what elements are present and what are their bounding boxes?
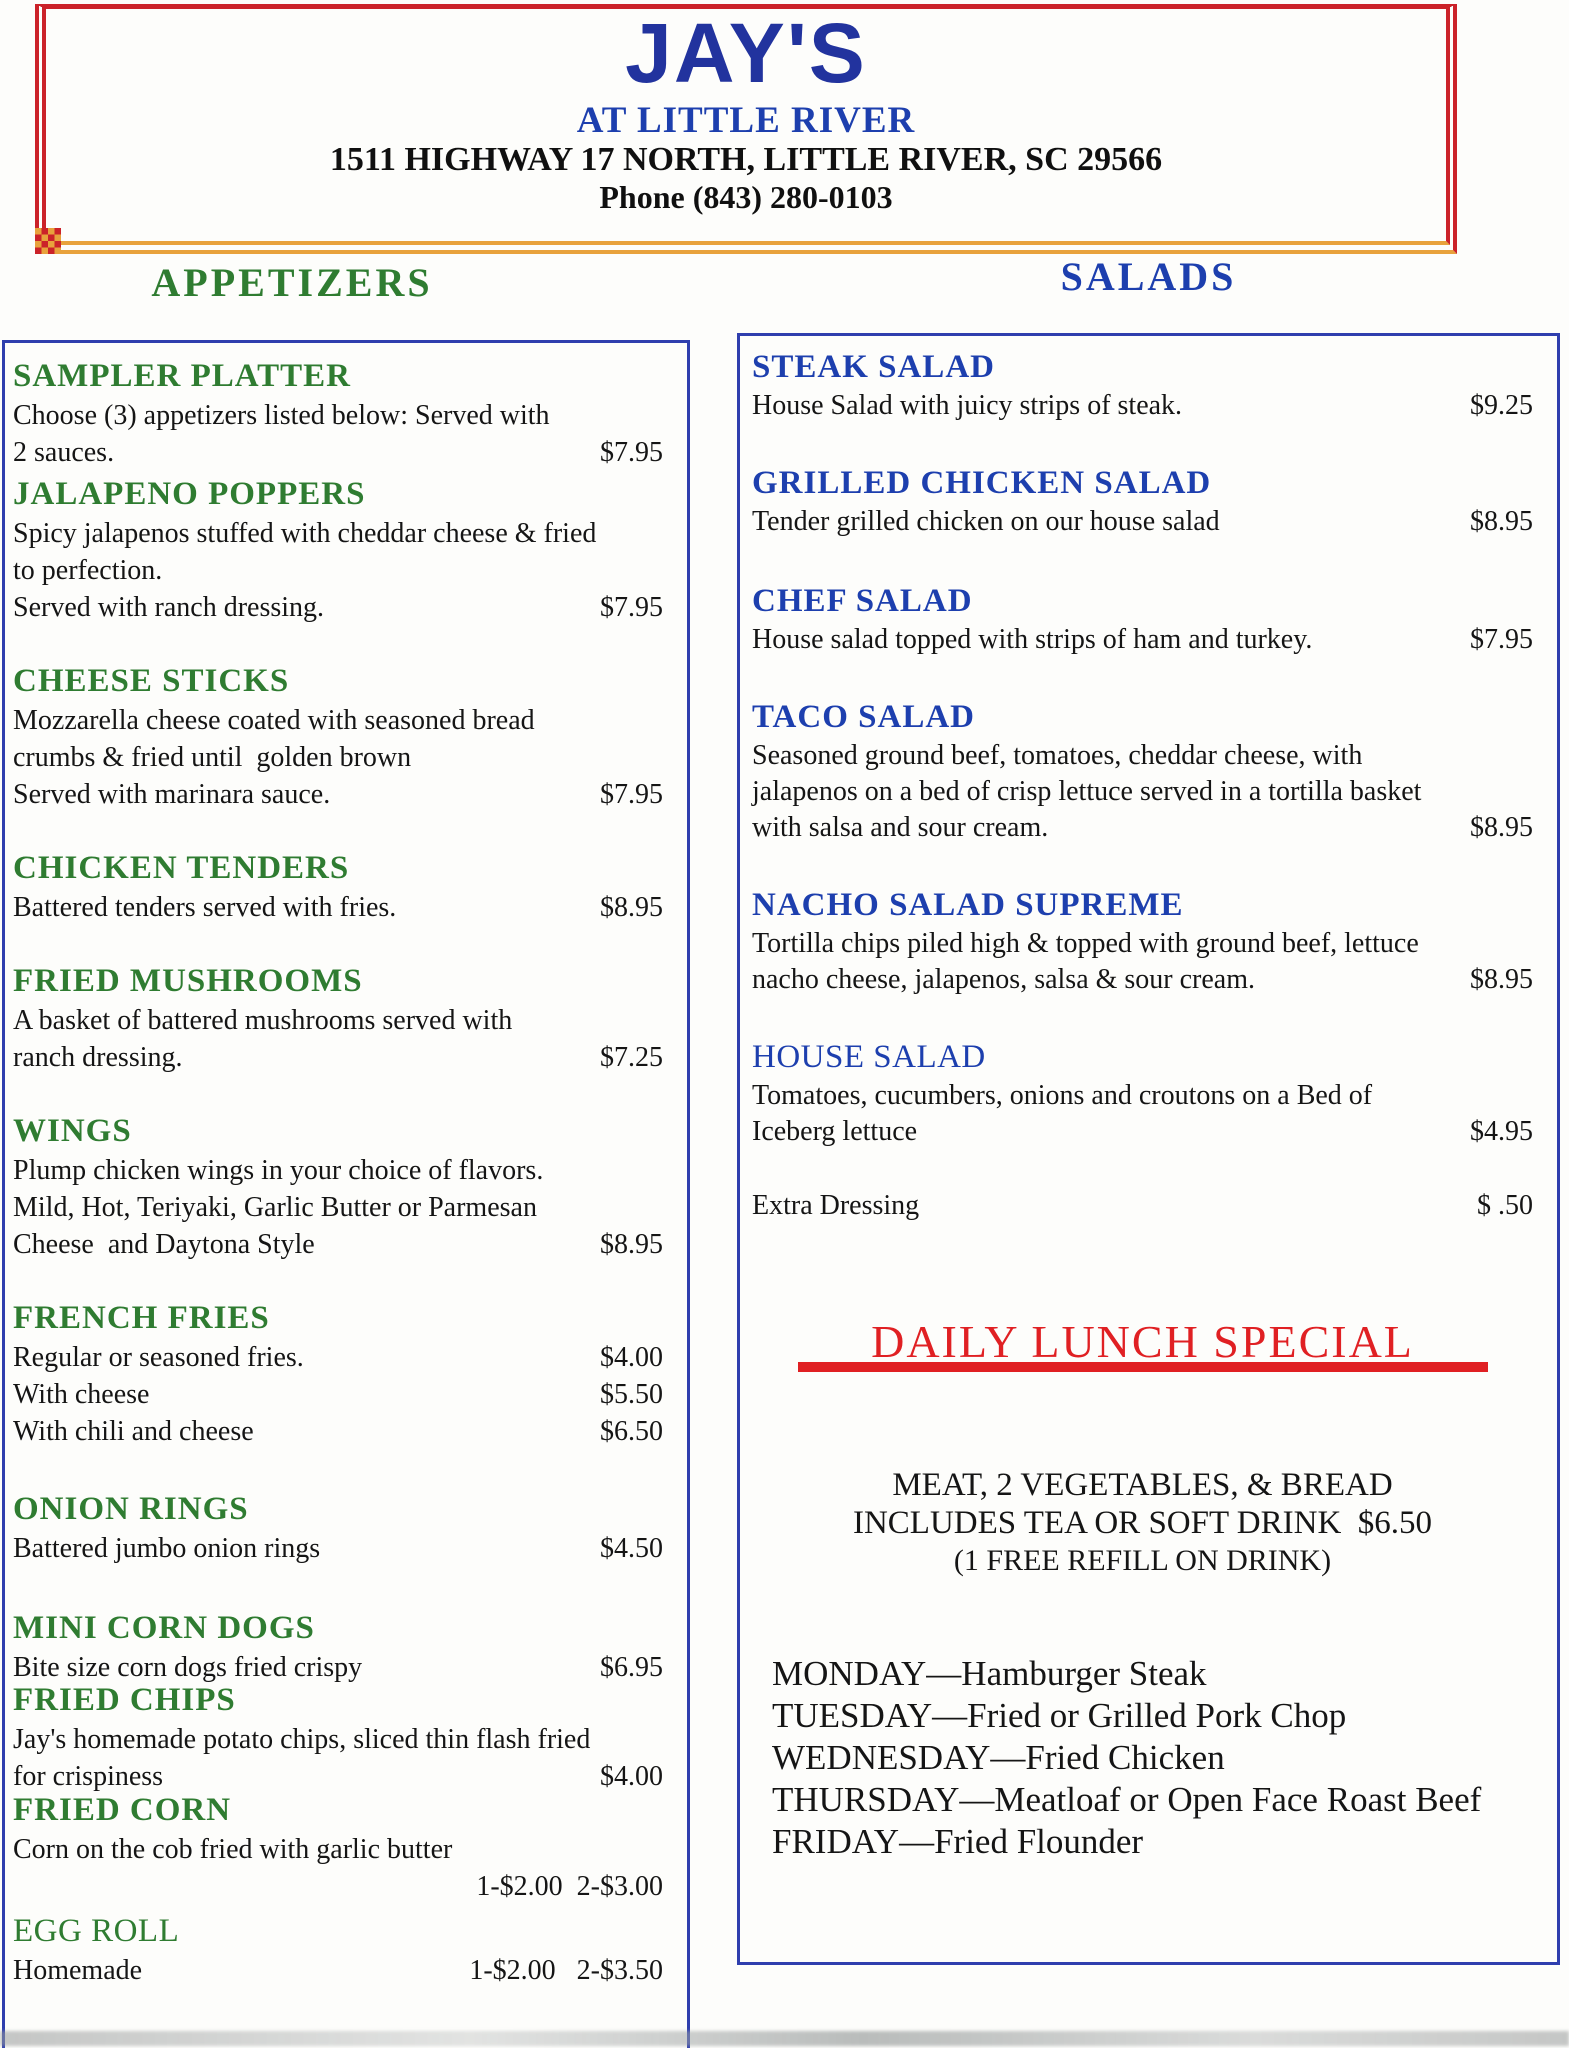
item-name: MINI CORN DOGS (13, 1610, 315, 1646)
item-line (13, 1189, 663, 1226)
item-price: $4.00 (600, 1761, 663, 1792)
item-line (13, 397, 663, 434)
item-line (13, 589, 663, 626)
item-line (13, 776, 663, 813)
restaurant-name: JAY'S (625, 6, 867, 100)
item-name: WINGS (13, 1113, 132, 1149)
item-line (752, 388, 1533, 424)
item-line (13, 1002, 663, 1039)
menu-item-house-salad (752, 1036, 1533, 1150)
item-description: Iceberg lettuce (752, 1116, 918, 1147)
item-line (13, 1039, 663, 1076)
day-special-wednesday: WEDNESDAY—Fried Chicken (772, 1738, 1225, 1777)
menu-item-onion-rings (13, 1488, 663, 1567)
item-description: for crispiness (13, 1761, 164, 1792)
item-price: $5.50 (600, 1379, 663, 1410)
item-description: With cheese (13, 1379, 150, 1410)
menu-item-chef-salad (752, 580, 1533, 658)
item-name: ONION RINGS (13, 1491, 249, 1527)
item-description: House Salad with juicy strips of steak. (752, 390, 1183, 421)
item-price: $8.95 (1470, 506, 1533, 537)
item-line (13, 889, 663, 926)
menu-item-steak-salad (752, 346, 1533, 424)
item-description: Choose (3) appetizers listed below: Served with (13, 400, 550, 431)
item-price: $7.95 (600, 592, 663, 623)
item-name: FRIED CORN (13, 1792, 232, 1828)
restaurant-subtitle: AT LITTLE RIVER (576, 100, 916, 141)
item-name: CHICKEN TENDERS (13, 850, 350, 886)
item-name: JALAPENO POPPERS (13, 476, 366, 512)
appetizers-box (2, 340, 690, 2048)
daily-special-title: DAILY LUNCH SPECIAL (871, 1316, 1414, 1367)
item-line (13, 1721, 663, 1758)
item-line (752, 1078, 1533, 1114)
item-price: $8.95 (1470, 964, 1533, 995)
item-name: TACO SALAD (752, 699, 976, 735)
menu-item-egg-roll (13, 1910, 663, 1989)
item-name: EGG ROLL (13, 1913, 180, 1949)
appetizers-heading: APPETIZERS (151, 260, 433, 305)
item-description: Homemade (13, 1955, 143, 1986)
item-description: Corn on the cob fried with garlic butter (13, 1834, 453, 1865)
item-line (13, 702, 663, 739)
item-description: Tortilla chips piled high & topped with ground beef, lettuce (752, 928, 1419, 959)
daily-special-days (752, 1653, 1533, 1863)
item-line (752, 926, 1533, 962)
menu-item-french-fries (13, 1297, 663, 1450)
item-line (13, 552, 663, 589)
daily-lunch-special (752, 1316, 1533, 1863)
scan-shadow (0, 2031, 1569, 2046)
item-price: $7.95 (600, 437, 663, 468)
item-description: House salad topped with strips of ham and turkey. (752, 624, 1313, 655)
item-description: to perfection. (13, 555, 163, 586)
item-line (13, 515, 663, 552)
item-line (752, 810, 1533, 846)
appetizers-column (2, 259, 690, 2048)
item-line (752, 622, 1533, 658)
item-description: Mild, Hot, Teriyaki, Garlic Butter or Parmesan (13, 1192, 537, 1223)
item-description: Spicy jalapenos stuffed with cheddar cheese & fried (13, 518, 597, 549)
item-line (752, 774, 1533, 810)
border-corner-ornament (35, 228, 61, 254)
menu-item-fried-chips (13, 1679, 663, 1795)
item-line (752, 1114, 1533, 1150)
item-line (752, 962, 1533, 998)
day-special-thursday: THURSDAY—Meatloaf or Open Face Roast Beef (772, 1780, 1482, 1819)
menu-item-mini-corn-dogs (13, 1607, 663, 1686)
item-name: GRILLED CHICKEN SALAD (752, 465, 1212, 501)
item-price: $7.25 (600, 1042, 663, 1073)
item-description: Bite size corn dogs fried crispy (13, 1652, 363, 1683)
item-name: FRIED MUSHROOMS (13, 963, 363, 999)
item-price: $8.95 (1470, 812, 1533, 843)
menu-item-jalapeno-poppers (13, 473, 663, 626)
item-name: SAMPLER PLATTER (13, 358, 352, 394)
item-price: 1-$2.00 2-$3.00 (476, 1871, 663, 1902)
menu-item-fried-mushrooms (13, 960, 663, 1076)
menu-item-nacho-salad-supreme (752, 884, 1533, 998)
item-description: A basket of battered mushrooms served with (13, 1005, 513, 1036)
item-description: jalapenos on a bed of crisp lettuce served in a tortilla basket (752, 776, 1422, 807)
item-description: crumbs & fried until golden brown (13, 742, 412, 773)
item-price: $7.95 (600, 779, 663, 810)
item-description: Tomatoes, cucumbers, onions and croutons on a Bed of (752, 1080, 1373, 1111)
item-description: Plump chicken wings in your choice of flavors. (13, 1155, 544, 1186)
menu-item-grilled-chicken-salad (752, 462, 1533, 540)
day-special-monday: MONDAY—Hamburger Steak (772, 1654, 1207, 1693)
salads-box (737, 333, 1560, 1965)
restaurant-phone: Phone (843) 280-0103 (599, 179, 893, 215)
menu-item-chicken-tenders (13, 847, 663, 926)
item-price: $8.95 (600, 892, 663, 923)
item-price: $4.00 (600, 1342, 663, 1373)
item-price: $4.50 (600, 1533, 663, 1564)
day-special-friday: FRIDAY—Fried Flounder (772, 1822, 1144, 1861)
item-description: Jay's homemade potato chips, sliced thin flash fried (13, 1724, 591, 1755)
salads-column (737, 253, 1560, 1965)
item-line (13, 1530, 663, 1567)
item-description: Battered jumbo onion rings (13, 1533, 321, 1564)
item-description: Served with marinara sauce. (13, 779, 331, 810)
menu-item-fried-corn (13, 1789, 663, 1905)
salads-heading: SALADS (1060, 254, 1237, 299)
restaurant-address: 1511 HIGHWAY 17 NORTH, LITTLE RIVER, SC 29566 (329, 141, 1163, 178)
item-description: Regular or seasoned fries. (13, 1342, 304, 1373)
item-description: with salsa and sour cream. (752, 812, 1049, 843)
daily-special-line: (1 FREE REFILL ON DRINK) (953, 1544, 1332, 1577)
item-name: FRIED CHIPS (13, 1682, 236, 1718)
item-price: $4.95 (1470, 1116, 1533, 1147)
item-price: $8.95 (600, 1229, 663, 1260)
item-line (13, 1413, 663, 1450)
menu-item-sampler-platter (13, 355, 663, 471)
item-line (752, 504, 1533, 540)
menu-item-cheese-sticks (13, 660, 663, 813)
item-name: NACHO SALAD SUPREME (752, 887, 1184, 923)
extra-dressing-line (752, 1188, 1533, 1224)
item-line (752, 738, 1533, 774)
item-description: With chili and cheese (13, 1416, 254, 1447)
daily-special-line: MEAT, 2 VEGETABLES, & BREAD (892, 1467, 1393, 1503)
item-line (13, 739, 663, 776)
header (35, 4, 1457, 254)
item-name: CHEF SALAD (752, 583, 973, 619)
item-price: $6.95 (600, 1652, 663, 1683)
item-description: Seasoned ground beef, tomatoes, cheddar cheese, with (752, 740, 1363, 771)
item-name: STEAK SALAD (752, 349, 995, 385)
item-description: ranch dressing. (13, 1042, 183, 1073)
item-name: CHEESE STICKS (13, 663, 290, 699)
item-description: nacho cheese, jalapenos, salsa & sour cream. (752, 964, 1256, 995)
day-special-tuesday: TUESDAY—Fried or Grilled Pork Chop (772, 1696, 1347, 1735)
item-line (13, 1226, 663, 1263)
menu-item-wings (13, 1110, 663, 1263)
item-line (13, 1376, 663, 1413)
item-line (13, 434, 663, 471)
item-price: $9.25 (1470, 390, 1533, 421)
item-description: Served with ranch dressing. (13, 592, 325, 623)
item-price: $6.50 (600, 1416, 663, 1447)
item-description: Mozzarella cheese coated with seasoned bread (13, 705, 535, 736)
item-name: FRENCH FRIES (13, 1300, 270, 1336)
item-line (13, 1152, 663, 1189)
item-description: Cheese and Daytona Style (13, 1229, 315, 1260)
item-line (13, 1831, 663, 1868)
daily-special-line: INCLUDES TEA OR SOFT DRINK $6.50 (852, 1505, 1433, 1541)
item-price: $ .50 (1477, 1190, 1533, 1221)
item-line (13, 1868, 663, 1905)
item-line (13, 1952, 663, 1989)
item-description: Tender grilled chicken on our house salad (752, 506, 1220, 537)
item-price: 1-$2.00 2-$3.50 (469, 1955, 663, 1986)
item-price: $7.95 (1470, 624, 1533, 655)
item-line (13, 1339, 663, 1376)
item-description: Extra Dressing (752, 1190, 920, 1221)
item-name: HOUSE SALAD (752, 1039, 986, 1075)
menu-item-taco-salad (752, 696, 1533, 846)
item-description: 2 sauces. (13, 437, 115, 468)
item-description: Battered tenders served with fries. (13, 892, 397, 923)
